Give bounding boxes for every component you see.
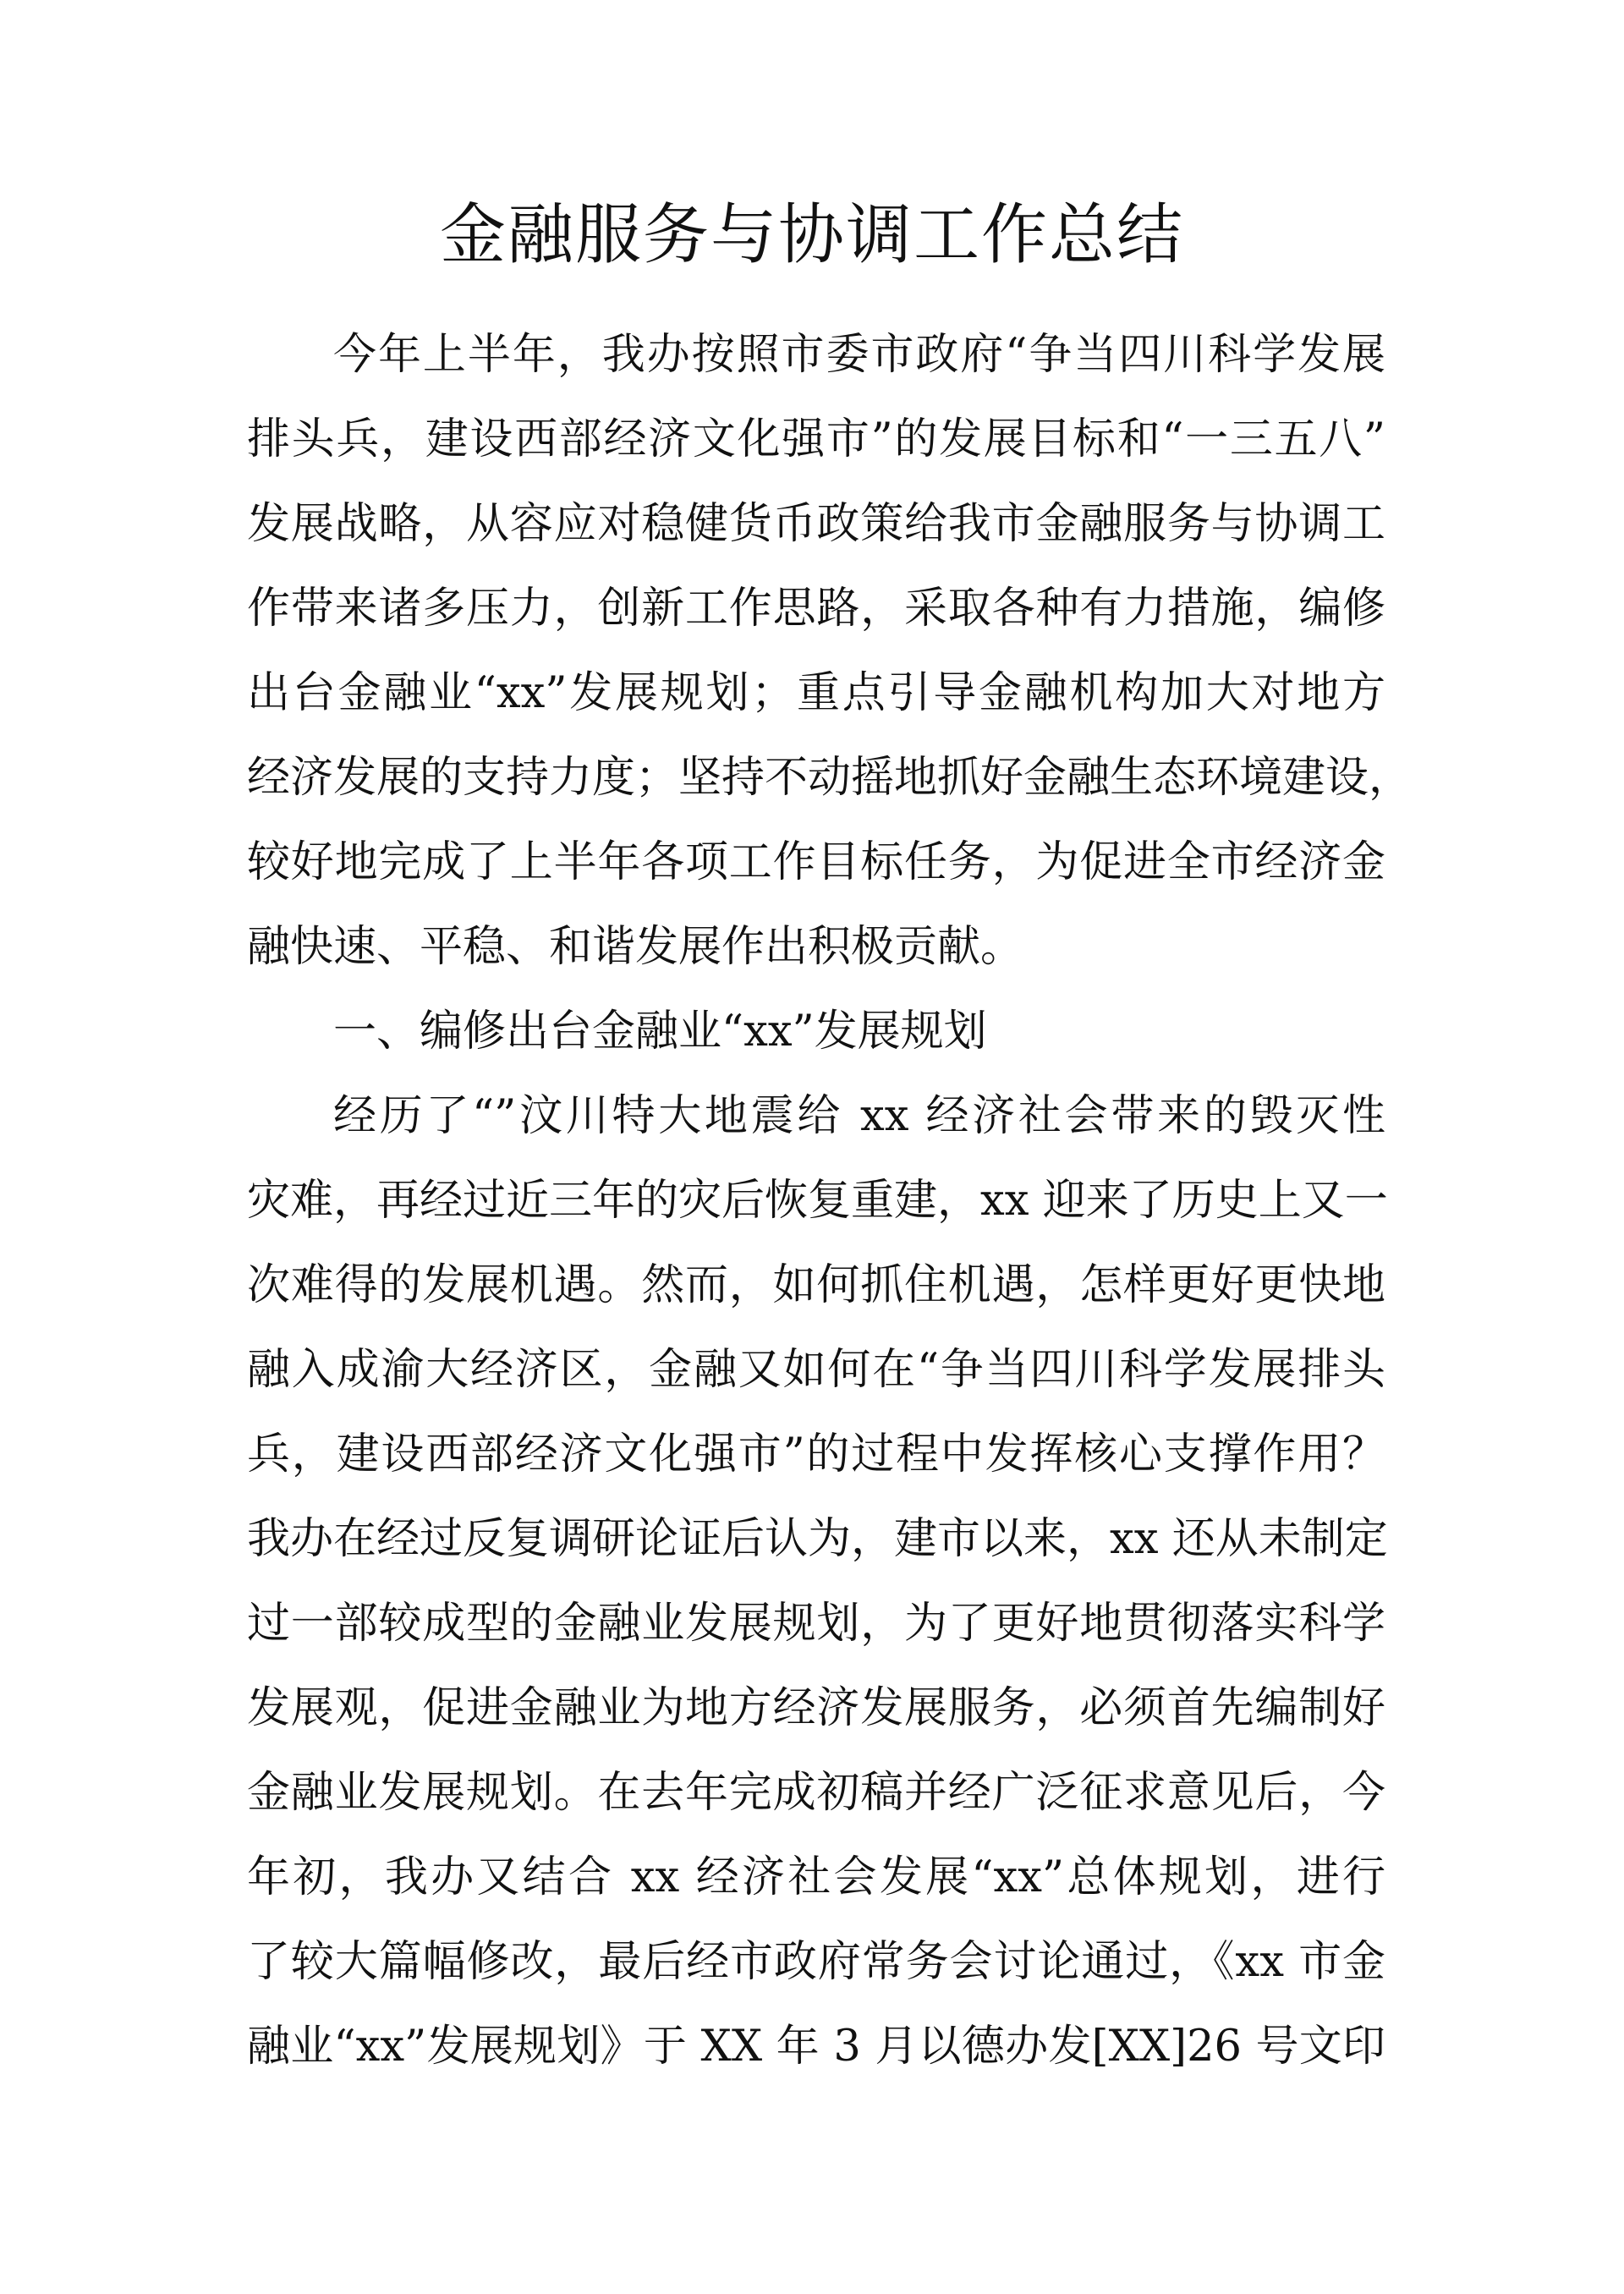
document-body [247, 313, 1413, 2089]
paragraph-line: 发展观，促进金融业为地方经济发展服务，必须首先编制好 [247, 1683, 1385, 1733]
paragraph-line: 经历了“”汶川特大地震给 xx 经济社会带来的毁灭性 [333, 1091, 1385, 1141]
paragraph-line: 融快速、平稳、和谐发展作出积极贡献。 [247, 922, 1024, 972]
paragraph-line: 金融业发展规划。在去年完成初稿并经广泛征求意见后，今 [247, 1768, 1385, 1818]
paragraph-line: 融入成渝大经济区，金融又如何在“争当四川科学发展排头 [247, 1345, 1385, 1395]
paragraph-line: 了较大篇幅修改，最后经市政府常务会讨论通过，《xx 市金 [247, 1937, 1385, 1987]
paragraph-line: 经济发展的支持力度；坚持不动摇地抓好金融生态环境建设， [247, 753, 1413, 803]
paragraph-line: 灾难，再经过近三年的灾后恢复重建，xx 迎来了历史上又一 [247, 1176, 1388, 1226]
paragraph-line: 较好地完成了上半年各项工作目标任务，为促进全市经济金 [247, 837, 1385, 887]
paragraph-line: 排头兵，建设西部经济文化强市”的发展目标和“一三五八” [247, 414, 1385, 464]
paragraph-line: 今年上半年，我办按照市委市政府“争当四川科学发展 [333, 330, 1385, 380]
paragraph-line: 作带来诸多压力，创新工作思路，采取各种有力措施，编修 [247, 584, 1385, 634]
paragraph-line: 我办在经过反复调研论证后认为，建市以来，xx 还从未制定 [247, 1514, 1388, 1564]
paragraph-line: 融业“xx”发展规划》于 XX 年 3 月以德办发[XX]26 号文印 [247, 2022, 1385, 2072]
paragraph-line: 出台金融业“xx”发展规划；重点引导金融机构加大对地方 [247, 668, 1385, 718]
section-heading: 一、编修出台金融业“xx”发展规划 [333, 1007, 987, 1056]
paragraph-line: 过一部较成型的金融业发展规划，为了更好地贯彻落实科学 [247, 1599, 1385, 1649]
paragraph-line: 发展战略，从容应对稳健货币政策给我市金融服务与协调工 [247, 499, 1385, 549]
paragraph-line: 兵，建设西部经济文化强市”的过程中发挥核心支撑作用？ [247, 1430, 1385, 1479]
document-title: 金融服务与协调工作总结 [439, 197, 1184, 273]
paragraph-line: 年初，我办又结合 xx 经济社会发展“xx”总体规划，进行 [247, 1852, 1385, 1902]
paragraph-line: 次难得的发展机遇。然而，如何抓住机遇，怎样更好更快地 [247, 1260, 1385, 1310]
